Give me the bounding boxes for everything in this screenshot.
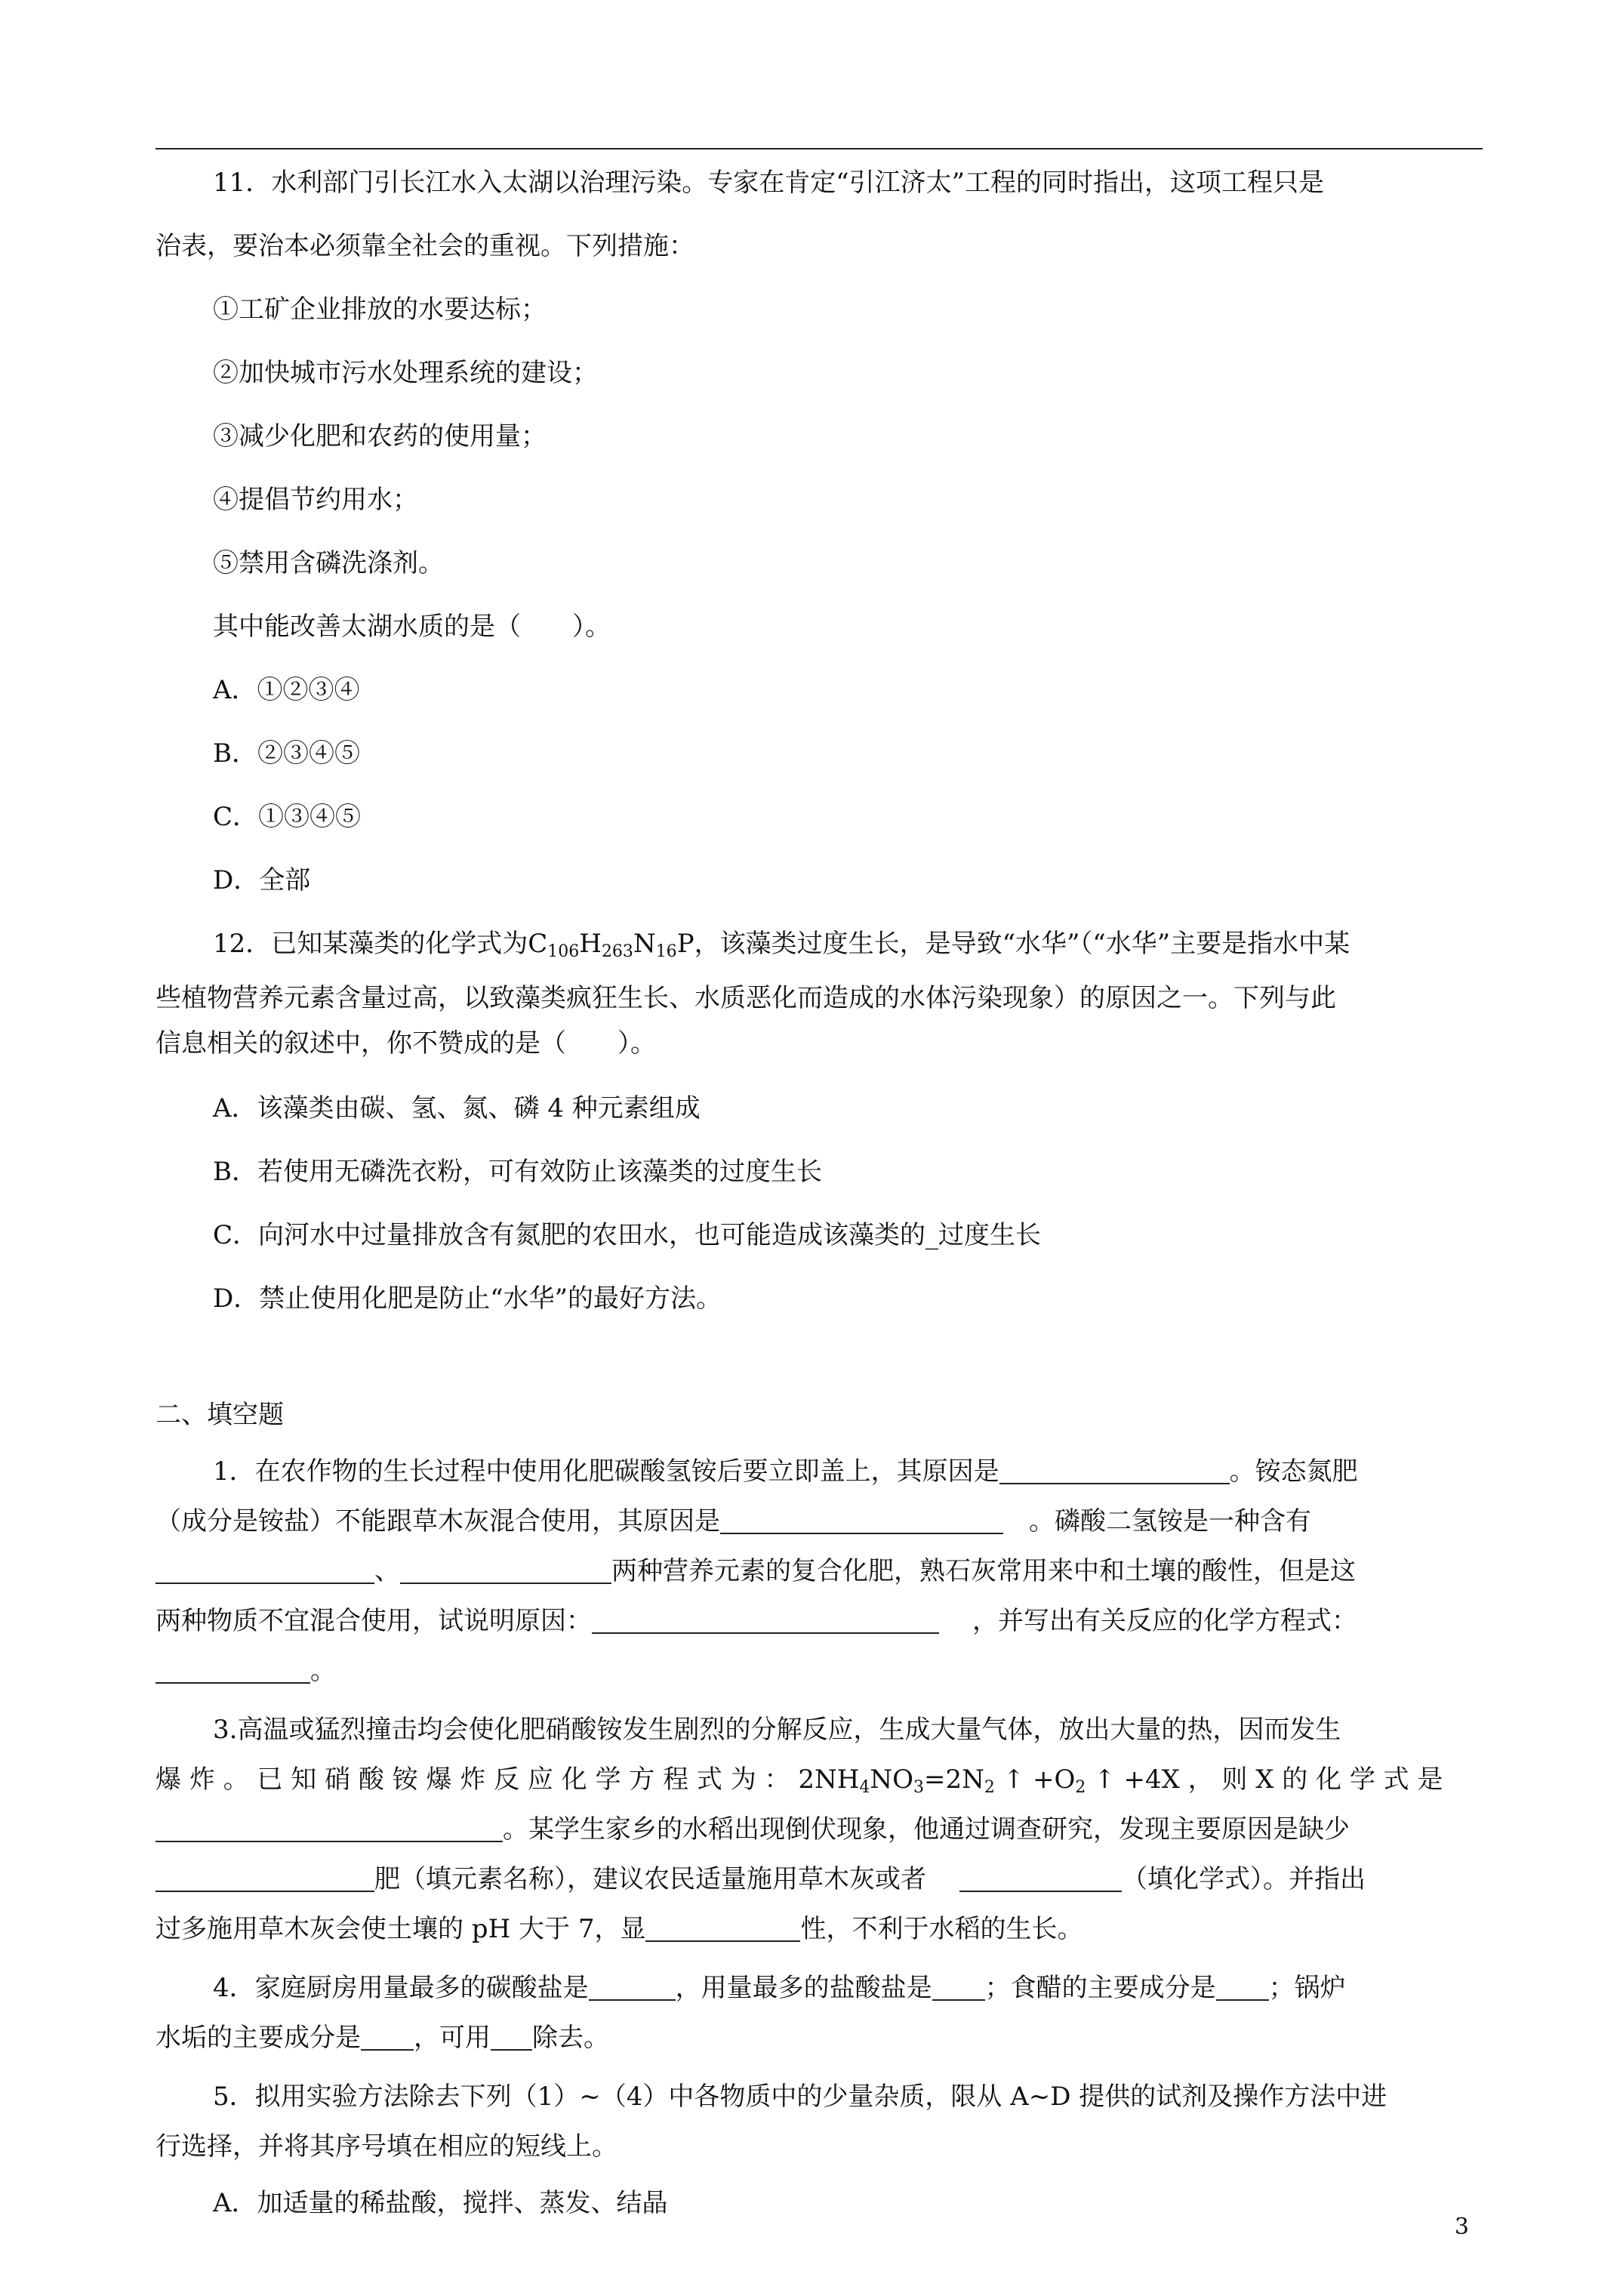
blank[interactable]: [156, 1865, 374, 1892]
blank[interactable]: [156, 1657, 310, 1684]
blank[interactable]: [932, 1974, 985, 2001]
page-number: 3: [1454, 2214, 1469, 2240]
blank[interactable]: [156, 1815, 503, 1842]
q11-measure-4: ④提倡节约用水；: [213, 485, 418, 515]
blank[interactable]: [156, 1557, 374, 1584]
section-heading-fill-in: 二、填空题: [156, 1400, 284, 1430]
q11-stem-line2: 治表，要治本必须靠全社会的重视。下列措施：: [156, 231, 694, 261]
blank[interactable]: [720, 1507, 1003, 1534]
q12-option-a: A．该藻类由碳、氢、氮、磷 4 种元素组成: [213, 1093, 701, 1123]
q11-measure-2: ②加快城市污水处理系统的建设；: [213, 358, 598, 388]
blank[interactable]: [959, 1865, 1122, 1892]
q11-question: 其中能改善太湖水质的是（ ）。: [213, 612, 611, 642]
q12-option-d: D．禁止使用化肥是防止“水华”的最好方法。: [213, 1284, 722, 1314]
blank[interactable]: [592, 1607, 939, 1634]
header-rule: [156, 148, 1483, 149]
q11-measure-5: ⑤禁用含磷洗涤剂。: [213, 548, 444, 578]
q11-measure-1: ①工矿企业排放的水要达标；: [213, 294, 547, 325]
q12-stem-line3: 信息相关的叙述中，你不赞成的是（ ）。: [156, 1028, 656, 1059]
page-content: [156, 151, 1483, 2235]
q12-stem-line1: 12．已知某藻类的化学式为$C_{106}H_{263}N_{16}P$，该藻类过度生长，是导致“水华”（“水华”主要是指水中某: [213, 929, 1350, 961]
fill-question-3: 3.高温或猛烈撞击均会使化肥硝酸铵发生剧烈的分解反应，生成大量气体，放出大量的热，因而发生 爆 炸 。 已 知 硝 酸 铵 爆 炸 反 应 化 学 方 程 式 为 ： $2NH_4NO_3=2N_2$ ↑ $+O_2$ ↑ +4X ， 则 X 的 化 学 式 是 。某学生家乡的水稻出现倒伏现象，他通过调查研究，发现主要原因是缺少 肥（填元素名称），建议农民适量施用草木灰或者 （填化学式）。并指出 过多施用草木灰会使土壤的 pH 大于 7，显 性，不利于水稻的生长。: [156, 1715, 1443, 1944]
blank[interactable]: [999, 1457, 1230, 1484]
q11-option-c: C．①③④⑤: [213, 802, 362, 832]
blank[interactable]: [400, 1557, 611, 1584]
q11-option-a: A．①②③④: [213, 675, 360, 705]
q11-option-d: D．全部: [213, 865, 311, 895]
blank[interactable]: [491, 2023, 532, 2051]
fill-question-1: 1．在农作物的生长过程中使用化肥碳酸氢铵后要立即盖上，其原因是 。铵态氮肥 （成分是铵盐）不能跟草木灰混合使用，其原因是 。磷酸二氢铵是一种含有 、 两种营养元素的复合化肥，熟石灰常用来中和土壤的酸性，但是这 两种物质不宜混合使用，试说明原因： ，并写出有关反应的化学方程式： 。: [156, 1456, 1358, 1686]
question-11: [156, 151, 1483, 912]
q11-stem-line1: 11．水利部门引长江水入太湖以治理污染。专家在肯定“引江济太”工程的同时指出，这项工程只是: [213, 168, 1325, 198]
fill-question-4: 4．家庭厨房用量最多的碳酸盐是 ，用量最多的盐酸盐是 ；食醋的主要成分是 ；锅炉 水垢的主要成分是 ，可用 除去。: [156, 1973, 1346, 2053]
blank[interactable]: [361, 2023, 414, 2051]
q11-option-b: B．②③④⑤: [213, 738, 360, 769]
blank[interactable]: [1216, 1974, 1269, 2001]
blank[interactable]: [589, 1974, 676, 2001]
q12-option-c: C．向河水中过量排放含有氮肥的农田水，也可能造成该藻类的_过度生长: [213, 1220, 1042, 1250]
q12-stem-line2: 些植物营养元素含量过高，以致藻类疯狂生长、水质恶化而造成的水体污染现象）的原因之一。下列与此: [156, 983, 1336, 1013]
q11-measure-3: ③减少化肥和农药的使用量；: [213, 421, 547, 451]
fill-question-5: 5．拟用实验方法除去下列（1）~（4）中各物质中的少量杂质，限从 A~D 提供的试剂及操作方法中进 行选择，并将其序号填在相应的短线上。 A．加适量的稀盐酸，搅拌、蒸发、结晶: [156, 2082, 1387, 2218]
blank[interactable]: [645, 1915, 800, 1942]
question-12: [156, 912, 1483, 1330]
q12-option-b: B．若使用无磷洗衣粉，可有效防止该藻类的过度生长: [213, 1157, 822, 1187]
